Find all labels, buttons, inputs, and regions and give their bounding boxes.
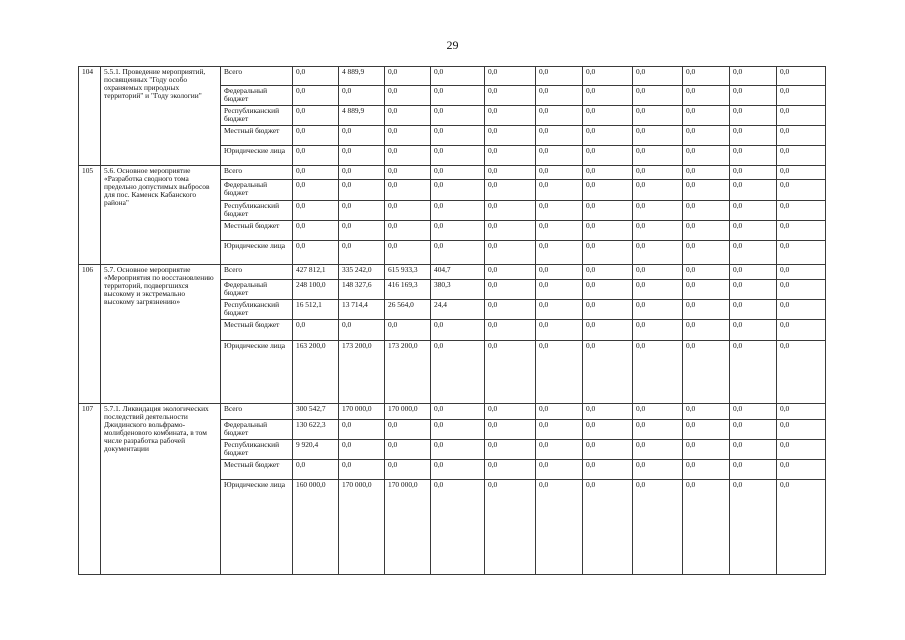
amount-cell: 0,0 bbox=[683, 300, 730, 320]
activity-title: 5.7.1. Ликвидация экологических последствий деятельности Джидинского вольфрамо-молибденового комбината, в том числе разработка рабочей документации bbox=[101, 404, 221, 575]
amount-cell: 0,0 bbox=[633, 105, 683, 125]
amount-cell: 0,0 bbox=[683, 404, 730, 419]
amount-cell: 0,0 bbox=[633, 86, 683, 105]
amount-cell: 130 622,3 bbox=[293, 419, 339, 439]
amount-cell: 0,0 bbox=[583, 460, 633, 480]
amount-cell: 0,0 bbox=[385, 200, 431, 220]
amount-cell: 0,0 bbox=[633, 439, 683, 459]
amount-cell: 0,0 bbox=[777, 340, 826, 404]
amount-cell: 160 000,0 bbox=[293, 480, 339, 575]
amount-cell: 4 889,9 bbox=[339, 105, 385, 125]
amount-cell: 0,0 bbox=[339, 180, 385, 200]
amount-cell: 0,0 bbox=[683, 480, 730, 575]
amount-cell: 0,0 bbox=[431, 146, 485, 166]
amount-cell: 0,0 bbox=[293, 166, 339, 180]
amount-cell: 0,0 bbox=[583, 67, 633, 86]
amount-cell: 0,0 bbox=[777, 300, 826, 320]
amount-cell: 0,0 bbox=[339, 320, 385, 340]
amount-cell: 0,0 bbox=[385, 320, 431, 340]
amount-cell: 0,0 bbox=[730, 146, 777, 166]
amount-cell: 0,0 bbox=[583, 241, 633, 264]
amount-cell: 0,0 bbox=[683, 125, 730, 145]
amount-cell: 0,0 bbox=[683, 460, 730, 480]
activity-title: 5.6. Основное мероприятие «Разработка сводного тома предельно допустимых выбросов для пос. Каменск Кабанского района" bbox=[101, 166, 221, 264]
amount-cell: 0,0 bbox=[730, 320, 777, 340]
amount-cell: 0,0 bbox=[339, 460, 385, 480]
amount-cell: 0,0 bbox=[536, 340, 583, 404]
amount-cell: 0,0 bbox=[485, 480, 536, 575]
funding-source: Местный бюджет bbox=[221, 125, 293, 145]
amount-cell: 0,0 bbox=[431, 340, 485, 404]
amount-cell: 0,0 bbox=[431, 480, 485, 575]
activity-title: 5.7. Основное мероприятие «Мероприятия по восстановлению территорий, подвергшихся высокому и экстремально высокому загрязнению» bbox=[101, 264, 221, 404]
amount-cell: 0,0 bbox=[633, 460, 683, 480]
amount-cell: 0,0 bbox=[431, 460, 485, 480]
amount-cell: 380,3 bbox=[431, 279, 485, 299]
amount-cell: 0,0 bbox=[485, 67, 536, 86]
amount-cell: 0,0 bbox=[431, 200, 485, 220]
amount-cell: 0,0 bbox=[485, 180, 536, 200]
amount-cell: 0,0 bbox=[293, 67, 339, 86]
amount-cell: 0,0 bbox=[293, 241, 339, 264]
amount-cell: 0,0 bbox=[431, 439, 485, 459]
amount-cell: 0,0 bbox=[633, 166, 683, 180]
amount-cell: 0,0 bbox=[385, 460, 431, 480]
funding-source: Юридические лица bbox=[221, 480, 293, 575]
amount-cell: 0,0 bbox=[777, 86, 826, 105]
amount-cell: 0,0 bbox=[385, 67, 431, 86]
amount-cell: 0,0 bbox=[536, 419, 583, 439]
amount-cell: 0,0 bbox=[683, 264, 730, 279]
amount-cell: 0,0 bbox=[385, 241, 431, 264]
row-number: 105 bbox=[79, 166, 101, 264]
funding-source: Местный бюджет bbox=[221, 221, 293, 241]
amount-cell: 0,0 bbox=[431, 67, 485, 86]
amount-cell: 173 200,0 bbox=[385, 340, 431, 404]
amount-cell: 0,0 bbox=[536, 300, 583, 320]
amount-cell: 0,0 bbox=[683, 279, 730, 299]
amount-cell: 0,0 bbox=[683, 166, 730, 180]
amount-cell: 0,0 bbox=[683, 200, 730, 220]
amount-cell: 0,0 bbox=[730, 264, 777, 279]
funding-source: Федеральный бюджет bbox=[221, 86, 293, 105]
amount-cell: 0,0 bbox=[633, 241, 683, 264]
funding-source: Федеральный бюджет bbox=[221, 419, 293, 439]
amount-cell: 0,0 bbox=[583, 166, 633, 180]
row-number: 104 bbox=[79, 67, 101, 166]
amount-cell: 0,0 bbox=[385, 105, 431, 125]
amount-cell: 0,0 bbox=[633, 480, 683, 575]
amount-cell: 9 920,4 bbox=[293, 439, 339, 459]
amount-cell: 0,0 bbox=[485, 86, 536, 105]
amount-cell: 0,0 bbox=[683, 67, 730, 86]
amount-cell: 0,0 bbox=[485, 146, 536, 166]
amount-cell: 0,0 bbox=[730, 439, 777, 459]
amount-cell: 0,0 bbox=[385, 125, 431, 145]
budget-table bbox=[78, 66, 826, 575]
amount-cell: 0,0 bbox=[730, 105, 777, 125]
amount-cell: 0,0 bbox=[683, 439, 730, 459]
amount-cell: 0,0 bbox=[583, 105, 633, 125]
amount-cell: 0,0 bbox=[431, 320, 485, 340]
amount-cell: 0,0 bbox=[536, 439, 583, 459]
amount-cell: 0,0 bbox=[583, 439, 633, 459]
amount-cell: 0,0 bbox=[583, 200, 633, 220]
amount-cell: 0,0 bbox=[293, 180, 339, 200]
amount-cell: 0,0 bbox=[431, 404, 485, 419]
amount-cell: 170 000,0 bbox=[339, 480, 385, 575]
amount-cell: 0,0 bbox=[730, 221, 777, 241]
amount-cell: 0,0 bbox=[536, 200, 583, 220]
amount-cell: 0,0 bbox=[536, 480, 583, 575]
amount-cell: 0,0 bbox=[583, 125, 633, 145]
amount-cell: 0,0 bbox=[777, 200, 826, 220]
amount-cell: 0,0 bbox=[431, 105, 485, 125]
amount-cell: 0,0 bbox=[683, 146, 730, 166]
amount-cell: 0,0 bbox=[293, 200, 339, 220]
amount-cell: 0,0 bbox=[777, 221, 826, 241]
amount-cell: 0,0 bbox=[536, 279, 583, 299]
amount-cell: 0,0 bbox=[485, 105, 536, 125]
amount-cell: 170 000,0 bbox=[339, 404, 385, 419]
amount-cell: 0,0 bbox=[730, 67, 777, 86]
amount-cell: 0,0 bbox=[683, 180, 730, 200]
amount-cell: 0,0 bbox=[730, 180, 777, 200]
amount-cell: 0,0 bbox=[583, 180, 633, 200]
funding-source: Федеральный бюджет bbox=[221, 180, 293, 200]
amount-cell: 0,0 bbox=[730, 419, 777, 439]
amount-cell: 0,0 bbox=[683, 221, 730, 241]
amount-cell: 335 242,0 bbox=[339, 264, 385, 279]
amount-cell: 0,0 bbox=[777, 279, 826, 299]
amount-cell: 0,0 bbox=[339, 200, 385, 220]
amount-cell: 0,0 bbox=[633, 200, 683, 220]
amount-cell: 0,0 bbox=[633, 404, 683, 419]
amount-cell: 0,0 bbox=[485, 340, 536, 404]
amount-cell: 0,0 bbox=[431, 180, 485, 200]
amount-cell: 148 327,6 bbox=[339, 279, 385, 299]
amount-cell: 0,0 bbox=[293, 320, 339, 340]
amount-cell: 0,0 bbox=[777, 264, 826, 279]
amount-cell: 0,0 bbox=[633, 419, 683, 439]
amount-cell: 0,0 bbox=[536, 241, 583, 264]
amount-cell: 0,0 bbox=[777, 241, 826, 264]
amount-cell: 0,0 bbox=[730, 300, 777, 320]
amount-cell: 0,0 bbox=[777, 67, 826, 86]
amount-cell: 0,0 bbox=[777, 180, 826, 200]
amount-cell: 0,0 bbox=[293, 105, 339, 125]
funding-source: Федеральный бюджет bbox=[221, 279, 293, 299]
amount-cell: 0,0 bbox=[536, 105, 583, 125]
amount-cell: 0,0 bbox=[485, 221, 536, 241]
amount-cell: 0,0 bbox=[633, 320, 683, 340]
amount-cell: 404,7 bbox=[431, 264, 485, 279]
amount-cell: 0,0 bbox=[293, 125, 339, 145]
amount-cell: 170 000,0 bbox=[385, 480, 431, 575]
amount-cell: 0,0 bbox=[536, 180, 583, 200]
amount-cell: 0,0 bbox=[683, 419, 730, 439]
amount-cell: 0,0 bbox=[633, 340, 683, 404]
amount-cell: 0,0 bbox=[777, 105, 826, 125]
amount-cell: 0,0 bbox=[339, 439, 385, 459]
amount-cell: 0,0 bbox=[583, 340, 633, 404]
amount-cell: 0,0 bbox=[339, 241, 385, 264]
amount-cell: 0,0 bbox=[339, 146, 385, 166]
funding-source: Республиканский бюджет bbox=[221, 200, 293, 220]
amount-cell: 0,0 bbox=[583, 480, 633, 575]
amount-cell: 0,0 bbox=[385, 180, 431, 200]
amount-cell: 0,0 bbox=[633, 279, 683, 299]
amount-cell: 0,0 bbox=[536, 67, 583, 86]
amount-cell: 0,0 bbox=[485, 279, 536, 299]
amount-cell: 0,0 bbox=[385, 86, 431, 105]
funding-source: Республиканский бюджет bbox=[221, 105, 293, 125]
amount-cell: 0,0 bbox=[730, 200, 777, 220]
amount-cell: 0,0 bbox=[293, 86, 339, 105]
amount-cell: 0,0 bbox=[339, 166, 385, 180]
activity-title: 5.5.1. Проведение мероприятий, посвященных "Году особо охраняемых природных территорий" и "Году экологии" bbox=[101, 67, 221, 166]
amount-cell: 0,0 bbox=[485, 300, 536, 320]
amount-cell: 0,0 bbox=[583, 419, 633, 439]
amount-cell: 13 714,4 bbox=[339, 300, 385, 320]
funding-source: Республиканский бюджет bbox=[221, 439, 293, 459]
amount-cell: 0,0 bbox=[633, 146, 683, 166]
amount-cell: 0,0 bbox=[633, 300, 683, 320]
amount-cell: 0,0 bbox=[730, 166, 777, 180]
amount-cell: 0,0 bbox=[485, 404, 536, 419]
amount-cell: 0,0 bbox=[583, 300, 633, 320]
amount-cell: 248 100,0 bbox=[293, 279, 339, 299]
amount-cell: 0,0 bbox=[777, 439, 826, 459]
amount-cell: 0,0 bbox=[777, 320, 826, 340]
amount-cell: 170 000,0 bbox=[385, 404, 431, 419]
amount-cell: 0,0 bbox=[730, 125, 777, 145]
amount-cell: 4 889,9 bbox=[339, 67, 385, 86]
amount-cell: 0,0 bbox=[339, 125, 385, 145]
page-number: 29 bbox=[446, 38, 459, 52]
amount-cell: 26 564,0 bbox=[385, 300, 431, 320]
amount-cell: 0,0 bbox=[431, 221, 485, 241]
funding-source: Юридические лица bbox=[221, 241, 293, 264]
amount-cell: 0,0 bbox=[431, 241, 485, 264]
amount-cell: 0,0 bbox=[293, 221, 339, 241]
table-row bbox=[79, 264, 826, 279]
amount-cell: 0,0 bbox=[583, 279, 633, 299]
amount-cell: 0,0 bbox=[485, 439, 536, 459]
amount-cell: 0,0 bbox=[431, 419, 485, 439]
funding-source: Юридические лица bbox=[221, 146, 293, 166]
funding-source: Всего bbox=[221, 264, 293, 279]
funding-source: Всего bbox=[221, 166, 293, 180]
amount-cell: 0,0 bbox=[777, 460, 826, 480]
amount-cell: 0,0 bbox=[583, 146, 633, 166]
amount-cell: 0,0 bbox=[730, 404, 777, 419]
amount-cell: 0,0 bbox=[385, 166, 431, 180]
amount-cell: 0,0 bbox=[683, 105, 730, 125]
funding-source: Местный бюджет bbox=[221, 460, 293, 480]
amount-cell: 0,0 bbox=[431, 166, 485, 180]
amount-cell: 0,0 bbox=[633, 221, 683, 241]
amount-cell: 427 812,1 bbox=[293, 264, 339, 279]
amount-cell: 0,0 bbox=[293, 146, 339, 166]
amount-cell: 0,0 bbox=[485, 241, 536, 264]
amount-cell: 0,0 bbox=[583, 404, 633, 419]
amount-cell: 0,0 bbox=[339, 419, 385, 439]
amount-cell: 0,0 bbox=[385, 146, 431, 166]
amount-cell: 0,0 bbox=[536, 166, 583, 180]
amount-cell: 0,0 bbox=[683, 241, 730, 264]
table-row bbox=[79, 67, 826, 86]
amount-cell: 0,0 bbox=[385, 419, 431, 439]
amount-cell: 0,0 bbox=[777, 125, 826, 145]
amount-cell: 0,0 bbox=[683, 320, 730, 340]
amount-cell: 0,0 bbox=[683, 340, 730, 404]
amount-cell: 0,0 bbox=[633, 264, 683, 279]
amount-cell: 0,0 bbox=[536, 86, 583, 105]
amount-cell: 0,0 bbox=[633, 180, 683, 200]
amount-cell: 0,0 bbox=[431, 86, 485, 105]
amount-cell: 173 200,0 bbox=[339, 340, 385, 404]
funding-source: Местный бюджет bbox=[221, 320, 293, 340]
amount-cell: 0,0 bbox=[485, 419, 536, 439]
table-row bbox=[79, 404, 826, 419]
amount-cell: 300 542,7 bbox=[293, 404, 339, 419]
row-number: 107 bbox=[79, 404, 101, 575]
amount-cell: 0,0 bbox=[536, 146, 583, 166]
funding-source: Республиканский бюджет bbox=[221, 300, 293, 320]
row-number: 106 bbox=[79, 264, 101, 404]
amount-cell: 416 169,3 bbox=[385, 279, 431, 299]
amount-cell: 0,0 bbox=[485, 166, 536, 180]
amount-cell: 0,0 bbox=[385, 439, 431, 459]
amount-cell: 24,4 bbox=[431, 300, 485, 320]
amount-cell: 0,0 bbox=[583, 221, 633, 241]
amount-cell: 0,0 bbox=[485, 320, 536, 340]
amount-cell: 0,0 bbox=[633, 67, 683, 86]
amount-cell: 0,0 bbox=[730, 86, 777, 105]
amount-cell: 16 512,1 bbox=[293, 300, 339, 320]
amount-cell: 0,0 bbox=[583, 320, 633, 340]
amount-cell: 0,0 bbox=[536, 221, 583, 241]
amount-cell: 0,0 bbox=[777, 404, 826, 419]
amount-cell: 0,0 bbox=[485, 125, 536, 145]
amount-cell: 0,0 bbox=[485, 264, 536, 279]
funding-source: Юридические лица bbox=[221, 340, 293, 404]
amount-cell: 0,0 bbox=[777, 146, 826, 166]
amount-cell: 163 200,0 bbox=[293, 340, 339, 404]
table-row bbox=[79, 166, 826, 180]
amount-cell: 0,0 bbox=[536, 460, 583, 480]
amount-cell: 0,0 bbox=[633, 125, 683, 145]
amount-cell: 0,0 bbox=[536, 320, 583, 340]
amount-cell: 0,0 bbox=[730, 460, 777, 480]
amount-cell: 0,0 bbox=[385, 221, 431, 241]
amount-cell: 0,0 bbox=[536, 125, 583, 145]
amount-cell: 0,0 bbox=[339, 86, 385, 105]
amount-cell: 0,0 bbox=[730, 340, 777, 404]
amount-cell: 0,0 bbox=[536, 404, 583, 419]
amount-cell: 0,0 bbox=[583, 264, 633, 279]
amount-cell: 0,0 bbox=[536, 264, 583, 279]
funding-source: Всего bbox=[221, 67, 293, 86]
amount-cell: 0,0 bbox=[683, 86, 730, 105]
amount-cell: 0,0 bbox=[293, 460, 339, 480]
amount-cell: 0,0 bbox=[777, 419, 826, 439]
amount-cell: 0,0 bbox=[583, 86, 633, 105]
amount-cell: 0,0 bbox=[730, 480, 777, 575]
funding-source: Всего bbox=[221, 404, 293, 419]
amount-cell: 0,0 bbox=[777, 166, 826, 180]
amount-cell: 0,0 bbox=[431, 125, 485, 145]
amount-cell: 0,0 bbox=[339, 221, 385, 241]
amount-cell: 0,0 bbox=[730, 279, 777, 299]
amount-cell: 0,0 bbox=[485, 460, 536, 480]
amount-cell: 0,0 bbox=[730, 241, 777, 264]
amount-cell: 615 933,3 bbox=[385, 264, 431, 279]
amount-cell: 0,0 bbox=[485, 200, 536, 220]
amount-cell: 0,0 bbox=[777, 480, 826, 575]
